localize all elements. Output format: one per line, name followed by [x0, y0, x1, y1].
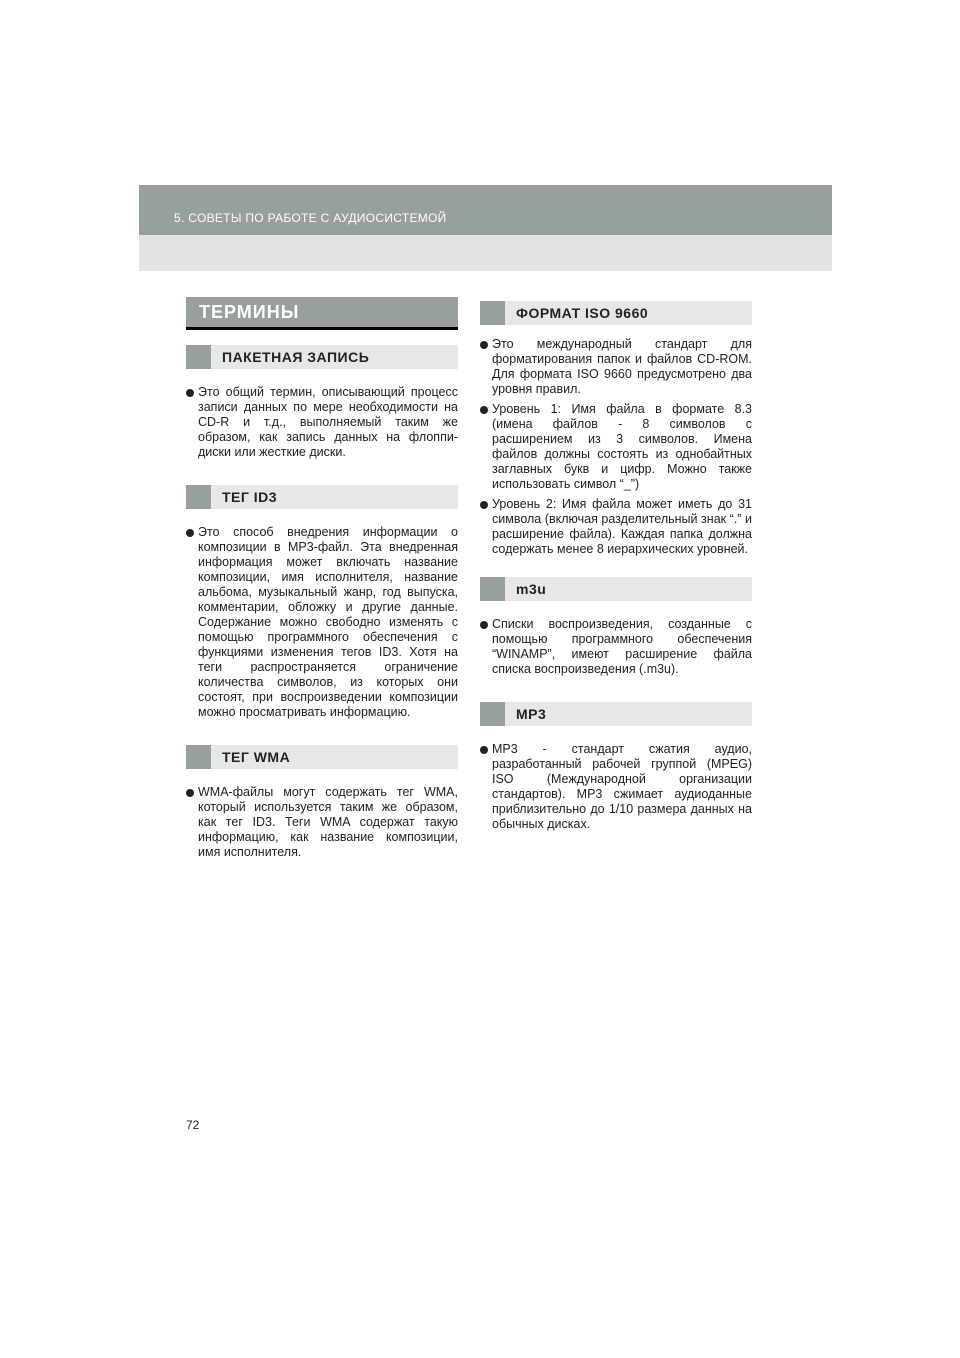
- bullet-icon: [186, 789, 194, 797]
- section-title: 5. СОВЕТЫ ПО РАБОТЕ С АУДИОСИСТЕМОЙ: [174, 211, 447, 225]
- list-item: [480, 617, 752, 677]
- list-item: [186, 525, 458, 720]
- bullet-icon: [186, 389, 194, 397]
- bullet-icon: [480, 501, 488, 509]
- item-text: Это общий термин, описывающий процесс записи данных по мере необходимости на CD-R и т.д., выполняемый таким же образом, как запись данных на флоппи-диски или жесткие диски.: [198, 385, 458, 459]
- item-text: Списки воспроизведения, созданные с помощью программного обеспечения “WINAMP”, имеют расширение файла списка воспроизведения (.m3u).: [492, 617, 752, 676]
- heading-text: ТЕГ WMA: [222, 749, 291, 765]
- heading-text: ФОРМАТ ISO 9660: [516, 305, 649, 321]
- main-title-terms: [186, 297, 458, 330]
- heading-iso-9660: [480, 301, 752, 325]
- heading-mp3: [480, 702, 752, 726]
- list-item: [186, 785, 458, 860]
- right-column: [480, 297, 752, 832]
- list-item: [480, 742, 752, 832]
- left-column: [186, 297, 458, 860]
- page-number: 72: [186, 1118, 200, 1132]
- heading-text: ТЕГ ID3: [222, 489, 278, 505]
- heading-text: MP3: [516, 706, 547, 722]
- bullet-icon: [480, 621, 488, 629]
- item-text: WMA-файлы могут содержать тег WMA, который используется таким же образом, как тег ID3. Теги WMA содержат такую информацию, как название композиции, имя исполнителя.: [198, 785, 458, 859]
- page-header: [139, 185, 832, 271]
- item-text: Уровень 2: Имя файла может иметь до 31 символа (включая разделительный знак “.” и расширение файла). Каждая папка должна содержать менее 8 иерархических уровней.: [492, 497, 752, 556]
- list-item: [480, 402, 752, 492]
- item-text: Это международный стандарт для форматирования папок и файлов CD-ROM. Для формата ISO 9660 предусмотрено два уровня правил.: [492, 337, 752, 396]
- bullet-icon: [480, 746, 488, 754]
- heading-text: ПАКЕТНАЯ ЗАПИСЬ: [222, 349, 370, 365]
- heading-packet-write: [186, 345, 458, 369]
- heading-m3u: [480, 577, 752, 601]
- bullet-icon: [480, 341, 488, 349]
- bullet-icon: [480, 406, 488, 414]
- bullet-icon: [186, 529, 194, 537]
- item-text: Это способ внедрения информации о композиции в MP3-файл. Эта внедренная информация может включать название композиции, имя исполнителя, название альбома, музыкальный жанр, год выпуска, комментарии, обложку и другие данные. Содержание можно свободно изменять с помощью программного обеспечения с функциями изменения тегов ID3. Хотя на теги распространяется ограничение количества символов, из которых они состоят, при воспроизведении композиции можно просматривать информацию.: [198, 525, 458, 719]
- list-item: [480, 497, 752, 557]
- list-item: [186, 385, 458, 460]
- item-text: Уровень 1: Имя файла в формате 8.3 (имена файлов - 8 символов с расширением из 3 символов. Имена файлов должны состоять из однобайтных заглавных букв и цифр. Можно также использовать символ “_”): [492, 402, 752, 491]
- heading-wma-tag: [186, 745, 458, 769]
- heading-text: m3u: [516, 581, 547, 597]
- heading-id3-tag: [186, 485, 458, 509]
- list-item: [480, 337, 752, 397]
- header-band: [139, 185, 832, 235]
- item-text: MP3 - стандарт сжатия аудио, разработанный рабочей группой (MPEG) ISO (Международной организации стандартов). MP3 сжимает аудиоданные приблизительно до 1/10 размера данных на обычных дисках.: [492, 742, 752, 831]
- main-title-text: ТЕРМИНЫ: [199, 302, 300, 322]
